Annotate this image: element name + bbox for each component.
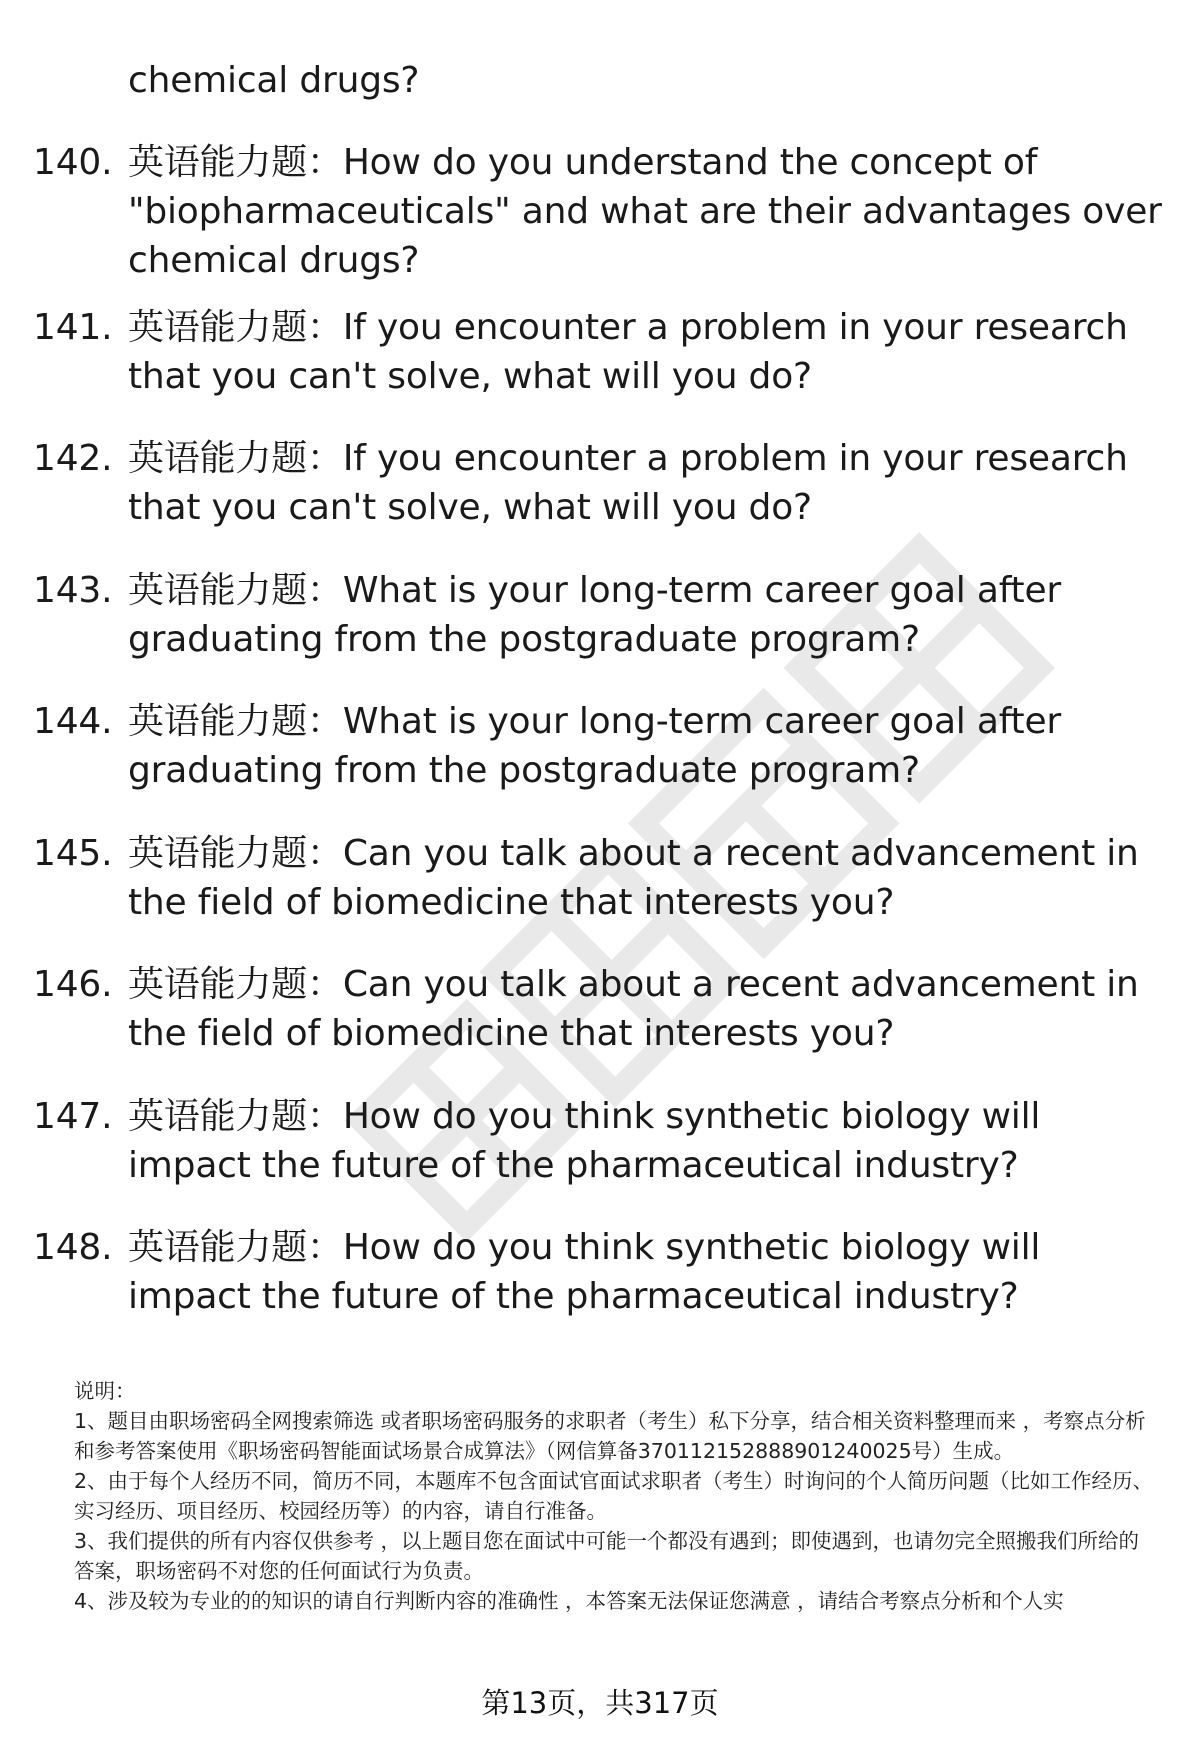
note-item: 3、我们提供的所有内容仅供参考 ，以上题目您在面试中可能一个都没有遇到；即使遇到，也请勿完全照搬我们所给的答案，职场密码不对您的任何面试行为负责。 (74, 1529, 1140, 1583)
question-number: 145. (33, 833, 113, 874)
question-text (128, 960, 1173, 1058)
question-category-label: 英语能力题： (128, 570, 343, 611)
question-body: How do you think synthetic biology will impact the future of the pharmaceutical industry? (128, 1096, 1041, 1186)
page-number-footer: 第13页，共317页 (481, 1686, 719, 1720)
question-category-label: 英语能力题： (128, 438, 343, 479)
question-body: Can you talk about a recent advancement in the field of biomedicine that interests you? (128, 964, 1139, 1054)
question-text (128, 303, 1173, 401)
question-number: 143. (33, 570, 113, 611)
question-body: What is your long-term career goal after graduating from the postgraduate program? (128, 701, 1062, 791)
question-number: 146. (33, 964, 113, 1005)
note-item: 1、题目由职场密码全网搜索筛选 或者职场密码服务的求职者（考生）私下分享，结合相关资料整理而来 ，考察点分析和参考答案使用《职场密码智能面试场景合成算法》（网信算备370112152888901240025号）生成。 (74, 1409, 1146, 1463)
question-body: How do you understand the concept of "biopharmaceuticals" and what are their advantages over chemical drugs? (128, 142, 1162, 281)
question-body: If you encounter a problem in your research that you can't solve, what will you do? (128, 438, 1128, 528)
question-text (128, 566, 1173, 664)
continued-question-text: chemical drugs? (128, 60, 420, 101)
question-text (128, 434, 1173, 532)
question-category-label: 英语能力题： (128, 142, 343, 183)
question-category-label: 英语能力题： (128, 964, 343, 1005)
question-category-label: 英语能力题： (128, 1096, 343, 1137)
question-number: 142. (33, 438, 113, 479)
question-text (128, 697, 1173, 795)
notes-section (74, 1376, 1154, 1616)
question-body: Can you talk about a recent advancement in the field of biomedicine that interests you? (128, 833, 1139, 923)
question-text (128, 138, 1173, 285)
question-text (128, 1223, 1173, 1321)
note-item: 4、涉及较为专业的的知识的请自行判断内容的准确性 ，本答案无法保证您满意 ，请结合考察点分析和个人实 (74, 1589, 1064, 1613)
question-text (128, 1092, 1173, 1190)
note-item: 2、由于每个人经历不同，简历不同，本题库不包含面试官面试求职者（考生）时询问的个人简历问题（比如工作经历、实习经历、项目经历、校园经历等）的内容，请自行准备。 (74, 1469, 1154, 1523)
question-number: 140. (33, 142, 113, 183)
question-category-label: 英语能力题： (128, 1227, 343, 1268)
question-number: 147. (33, 1096, 113, 1137)
question-number: 148. (33, 1227, 113, 1268)
question-body: If you encounter a problem in your research that you can't solve, what will you do? (128, 307, 1128, 397)
question-body: What is your long-term career goal after graduating from the postgraduate program? (128, 570, 1062, 660)
question-category-label: 英语能力题： (128, 307, 343, 348)
question-category-label: 英语能力题： (128, 833, 343, 874)
question-number: 141. (33, 307, 113, 348)
notes-heading: 说明： (74, 1379, 136, 1403)
question-number: 144. (33, 701, 113, 742)
question-text (128, 829, 1173, 927)
question-category-label: 英语能力题： (128, 701, 343, 742)
question-body: How do you think synthetic biology will impact the future of the pharmaceutical industry? (128, 1227, 1041, 1317)
